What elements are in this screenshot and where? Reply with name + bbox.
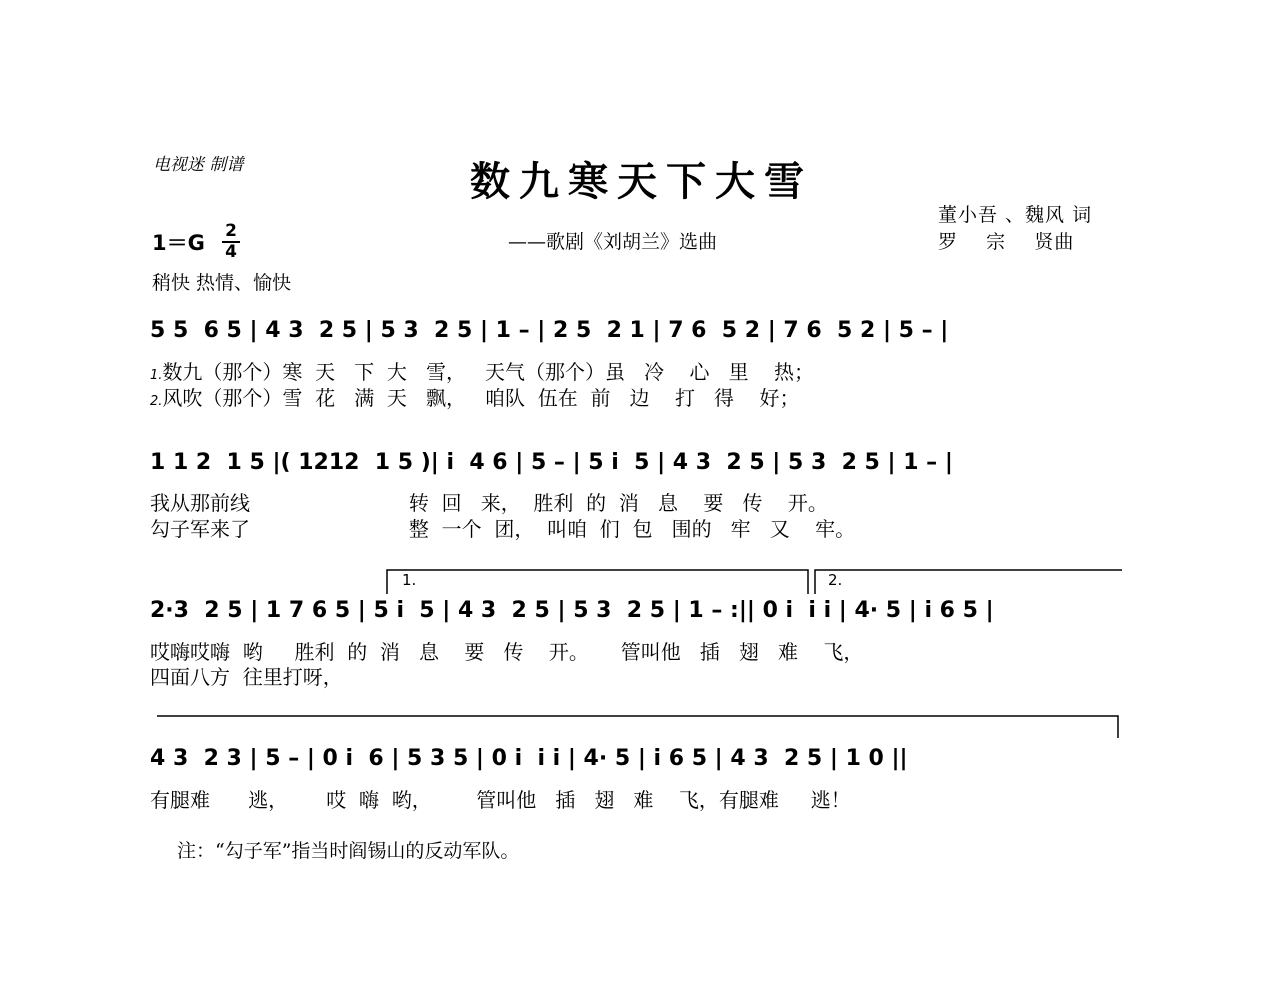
notation-row-1: 5 5 6 5 | 4 3 2 5 | 5 3 2 5 | 1 – | 2 5 2 1 | 7 6 5 2 | 7 6 5 2 | 5 – | [150, 318, 949, 343]
lyric-row-3-verse-2: 四面八方 往里打呀， [150, 665, 343, 689]
lyric-row-4: 有腿难 逃， 哎 嗨 哟， 管叫他 插 翅 难 飞，有腿难 逃！ [150, 788, 851, 812]
song-title: 数九寒天下大雪 [470, 158, 813, 205]
lyricist-credit: 董小吾 、魏风 词 [938, 204, 1093, 226]
notation-row-3: 2·3 2 5 | 1 7 6 5 | 5 i 5 | 4 3 2 5 | 5 3 2 5 | 1 – :|| 0 i i i | 4· 5 | i 6 5 | [150, 598, 994, 623]
volta-2-bracket [815, 570, 1122, 594]
lyric-row-2-verse-1: 我从那前线 转 回 来， 胜利 的 消 息 要 传 开。 [150, 491, 828, 515]
notation-row-4: 4 3 2 3 | 5 – | 0 i 6 | 5 3 5 | 0 i i i | 4· 5 | i 6 5 | 4 3 2 5 | 1 0 || [150, 746, 908, 771]
footnote: 注：“勾子军”指当时阎锡山的反动军队。 [177, 840, 520, 862]
composer-credit: 罗 宗 贤曲 [938, 231, 1075, 253]
volta-1-bracket [387, 570, 808, 594]
lyric-row-2-verse-2: 勾子军来了 整 一个 团， 叫咱 们 包 围的 牢 又 牢。 [150, 517, 856, 541]
tempo-marking: 稍快 热情、愉快 [152, 272, 292, 294]
lyric-row-3-verse-1: 哎嗨哎嗨 哟 胜利 的 消 息 要 传 开。 管叫他 插 翅 难 飞， [150, 640, 864, 664]
time-signature-top: 2 [225, 221, 237, 241]
verse-number-1: 1. [150, 368, 163, 383]
volta-1-label: 1. [402, 571, 417, 589]
volta-2-label: 2. [828, 571, 843, 589]
notation-row-2: 1 1 2 1 5 |( 1212 1 5 )| i 4 6 | 5 – | 5 i 5 | 4 3 2 5 | 5 3 2 5 | 1 – | [150, 450, 953, 475]
lyric-row-1-verse-2: 2.风吹（那个）雪 花 满 天 飘， 咱队 伍在 前 边 打 得 好； [150, 386, 800, 410]
coda-bracket [157, 716, 1118, 738]
song-subtitle: ——歌剧《刘胡兰》选曲 [508, 231, 718, 253]
lyric-row-1-verse-1: 1.数九（那个）寒 天 下 大 雪， 天气（那个）虽 冷 心 里 热； [150, 360, 815, 384]
verse-number-2: 2. [150, 394, 163, 409]
key-signature: 1＝G [152, 231, 205, 255]
time-signature-bottom: 4 [225, 242, 237, 262]
transcriber-credit: 电视迷 制谱 [153, 155, 244, 175]
